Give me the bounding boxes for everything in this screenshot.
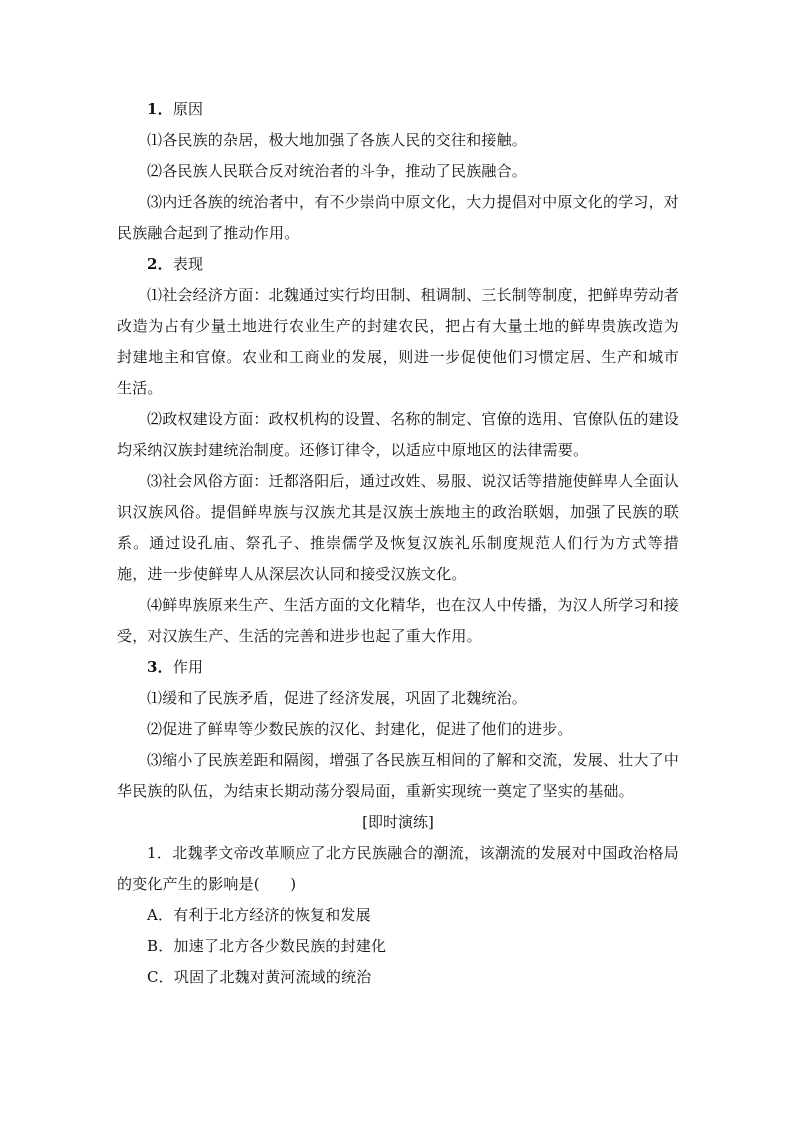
section-number: 2． — [147, 255, 173, 273]
practice-option-c: C．巩固了北魏对黄河流域的统治 — [147, 968, 372, 986]
effect-item-1: ⑴缓和了民族矛盾，促进了经济发展，巩固了北魏统治。 — [147, 689, 528, 707]
performance-item-2: ⑵政权建设方面：政权机构的设置、名称的制定、官僚的选用、官僚队伍的建设均采纳汉族封建统治制度。还修订律令，以适应中原地区的法律需要。 — [117, 410, 680, 459]
section-heading-effect — [117, 652, 679, 683]
effect-item-2: ⑵促进了鲜卑等少数民族的汉化、封建化，促进了他们的进步。 — [147, 720, 573, 738]
section-heading-cause — [117, 94, 679, 125]
cause-item-2: ⑵各民族人民联合反对统治者的斗争，推动了民族融合。 — [147, 162, 528, 180]
section-number: 3． — [147, 658, 173, 676]
performance-item-1: ⑴社会经济方面：北魏通过实行均田制、租调制、三长制等制度，把鲜卑劳动者改造为占有少量土地进行农业生产的封建农民，把占有大量土地的鲜卑贵族改造为封建地主和官僚。农业和工商业的发展，则进一步促使他们习惯定居、生产和城市生活。 — [117, 286, 680, 397]
cause-item-1: ⑴各民族的杂居，极大地加强了各族人民的交往和接触。 — [147, 131, 528, 149]
section-title: 作用 — [172, 658, 204, 676]
practice-option-b: B．加速了北方各少数民族的封建化 — [147, 937, 387, 955]
performance-item-4: ⑷鲜卑族原来生产、生活方面的文化精华，也在汉人中传播，为汉人所学习和接受，对汉族生产、生活的完善和进步也起了重大作用。 — [117, 596, 680, 645]
section-title: 原因 — [172, 100, 204, 118]
practice-question: 1．北魏孝文帝改革顺应了北方民族融合的潮流，该潮流的发展对中国政治格局的变化产生的影响是( ) — [117, 844, 679, 893]
cause-item-3: ⑶内迁各族的统治者中，有不少崇尚中原文化，大力提倡对中原文化的学习，对民族融合起到了推动作用。 — [117, 193, 680, 242]
performance-item-3: ⑶社会风俗方面：迁都洛阳后，通过改姓、易服、说汉话等措施使鲜卑人全面认识汉族风俗。提倡鲜卑族与汉族尤其是汉族士族地主的政治联姻，加强了民族的联系。通过设孔庙、祭孔子、推崇儒学及恢复汉族礼乐制度规范人们行为方式等措施，进一步使鲜卑人从深层次认同和接受汉族文化。 — [117, 472, 680, 583]
section-heading-performance — [117, 249, 679, 280]
practice-title: [即时演练] — [362, 813, 434, 831]
document-content — [117, 94, 679, 993]
practice-option-a: A．有利于北方经济的恢复和发展 — [147, 906, 371, 924]
effect-item-3: ⑶缩小了民族差距和隔阂，增强了各民族互相间的了解和交流，发展、壮大了中华民族的队伍，为结束长期动荡分裂局面，重新实现统一奠定了坚实的基础。 — [117, 751, 680, 800]
section-title: 表现 — [172, 255, 204, 273]
section-number: 1． — [147, 100, 173, 118]
